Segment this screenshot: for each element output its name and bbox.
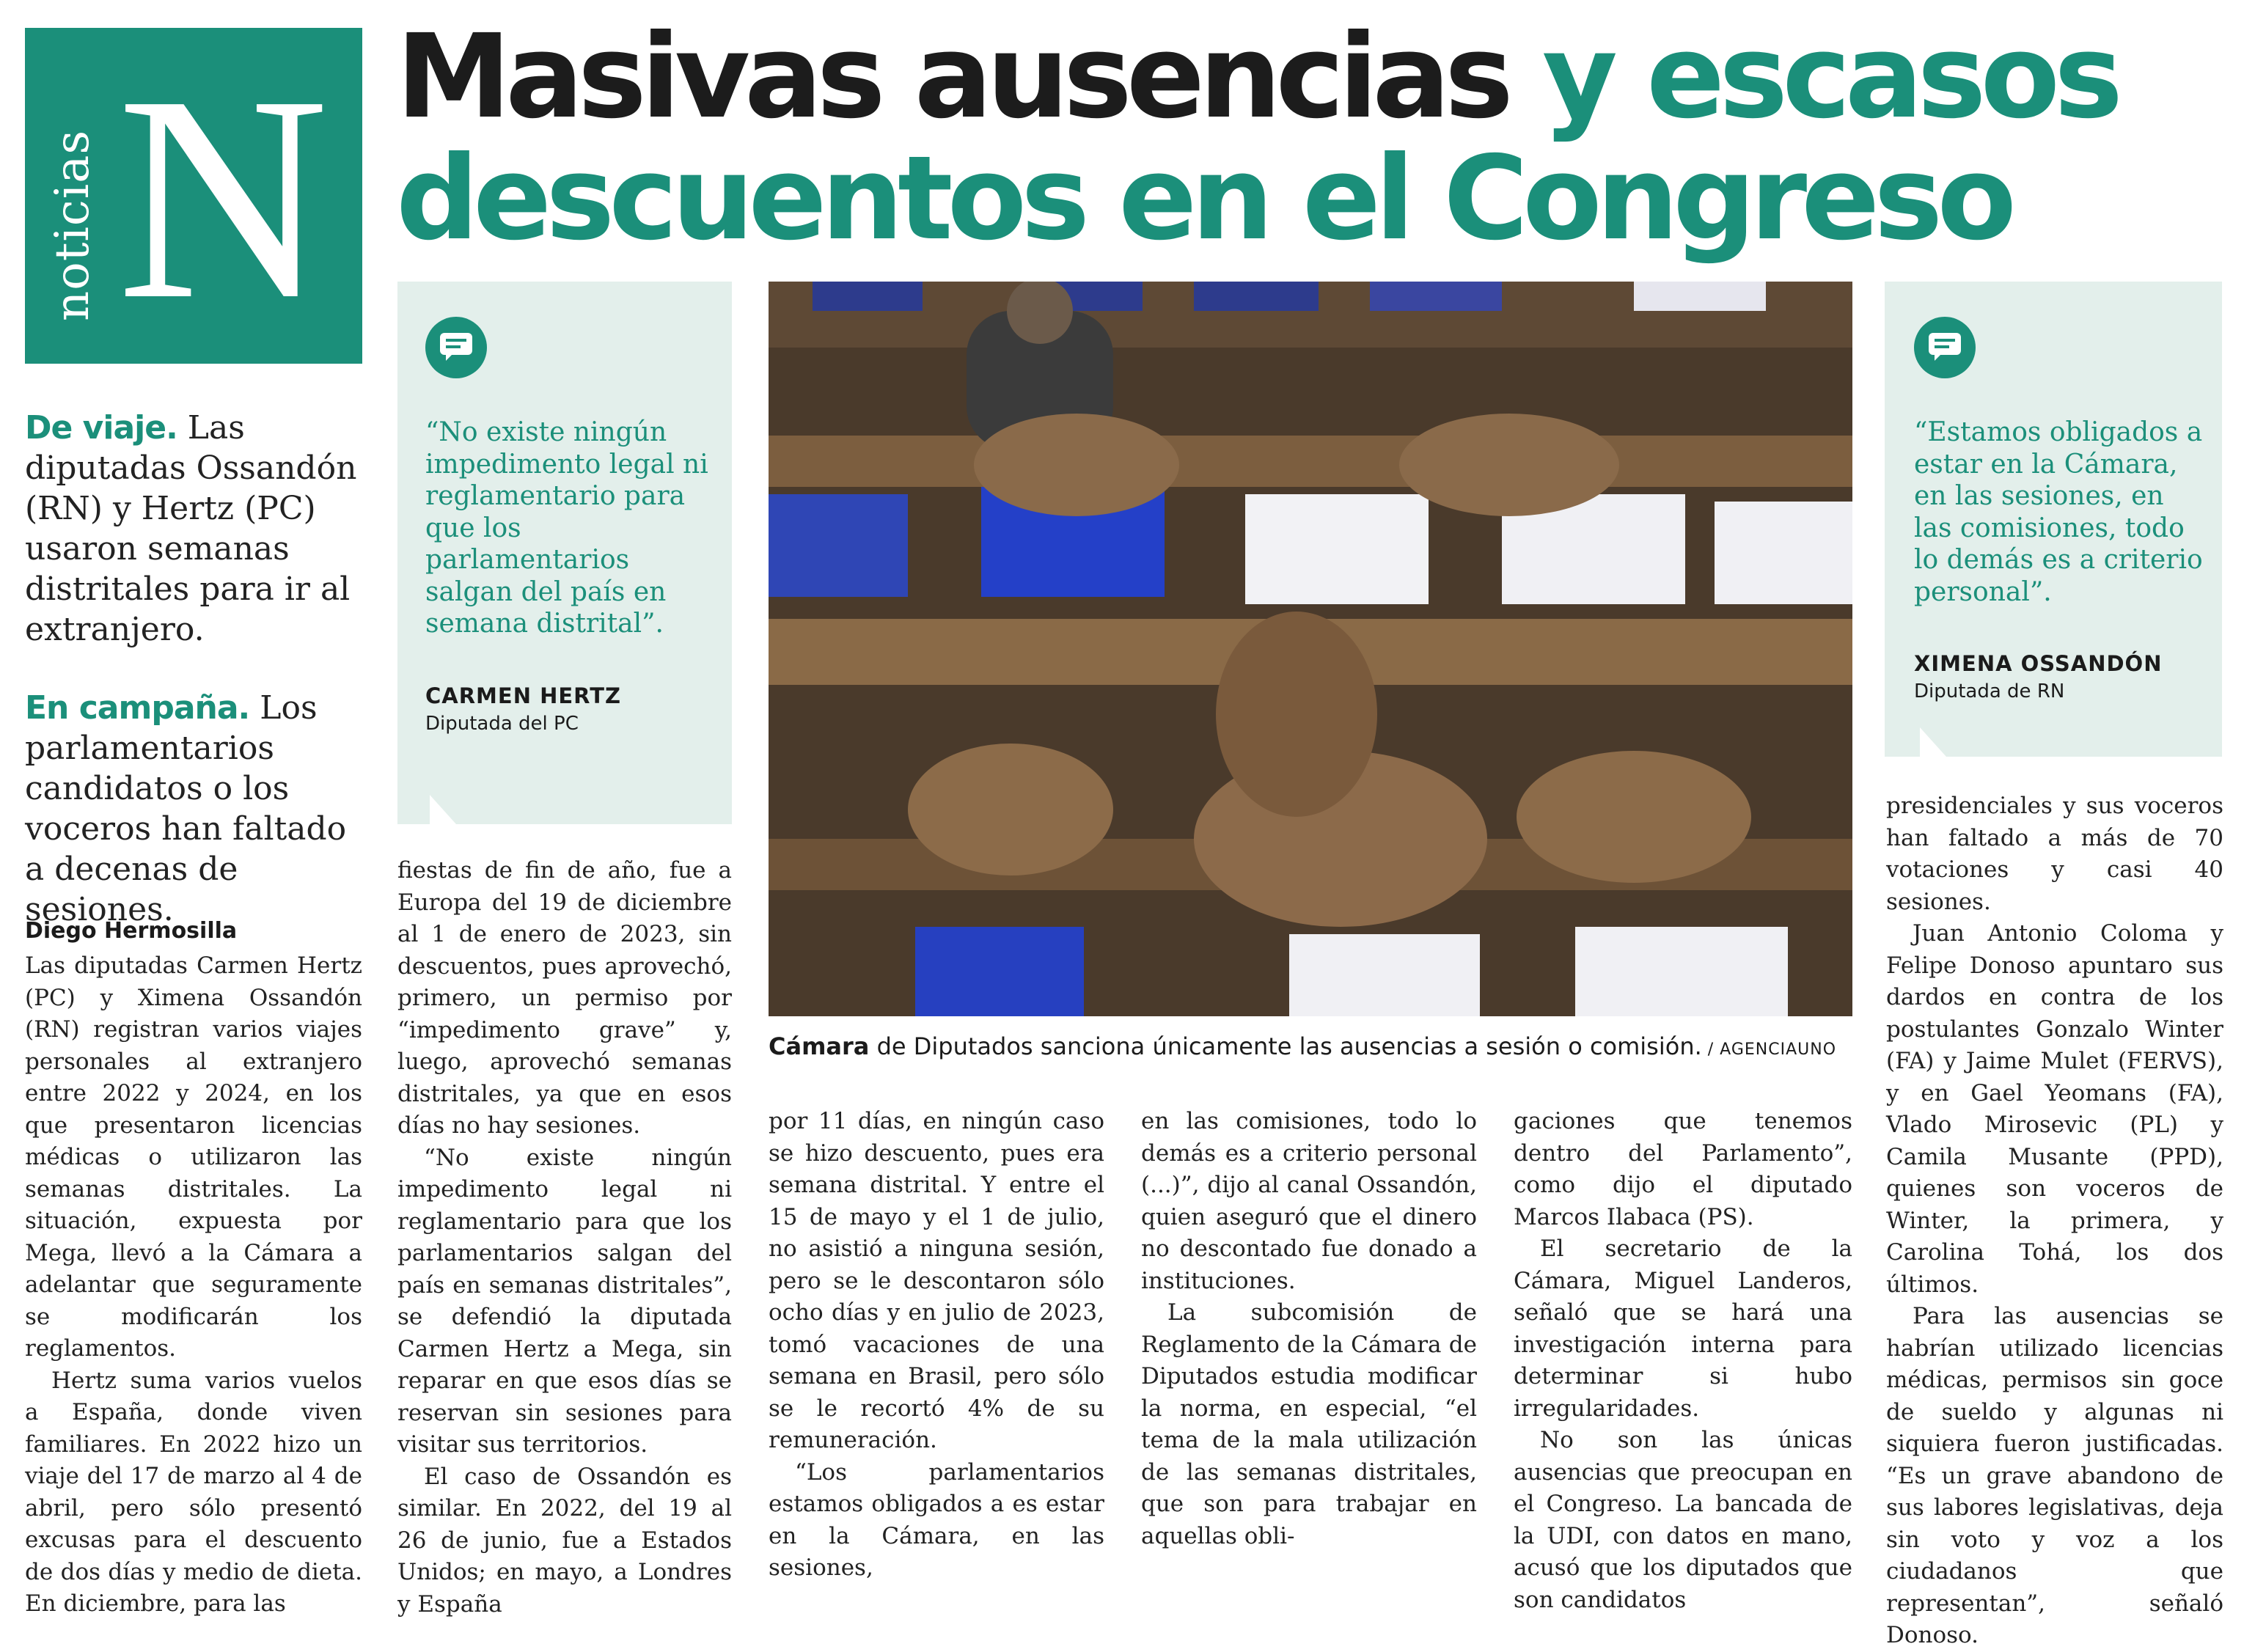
paragraph: fiestas de fin de año, fue a Europa del 19 de diciembre al 1 de enero de 2023, sin descuentos, pues aprovechó, primero, un permiso por “impedimento grave” y, luego, aprovechó semanas distritales, ya que en esos días no hay sesiones. bbox=[397, 857, 732, 1139]
paragraph: presidenciales y sus voceros han faltado a más de 70 votaciones y casi 40 sesiones. bbox=[1886, 793, 2223, 915]
speech-bubble-icon bbox=[425, 317, 487, 378]
section-logo-letter: N bbox=[117, 35, 329, 360]
quote-text: “Estamos obligados a estar en la Cámara, en las sesiones, en las comisiones, todo lo demás es a criterio personal”. bbox=[1914, 417, 2203, 607]
paragraph: Hertz suma varios vuelos a España, donde viven familiares. En 2022 hizo un viaje del 17 de marzo al 4 de abril, pero sólo presentó excusas para el descuento de dos días y medio de dieta. En diciembre, para las bbox=[25, 1367, 362, 1617]
paragraph: por 11 días, en ningún caso se hizo descuento, pues era semana distrital. Y entre el 15 de mayo y el 1 de julio, no asistió a ninguna sesión, pero se le descontaron sólo ocho días y en julio de 2023, tomó vacaciones de una semana en Brasil, pero sólo se le recortó 4% de su remuneración. bbox=[769, 1108, 1104, 1453]
headline-part-2: y escasos bbox=[1542, 10, 2118, 144]
headline-part-3: descuentos en el Congreso bbox=[396, 131, 2011, 266]
paragraph: No son las únicas ausencias que preocupan en el Congreso. La bancada de la UDI, con datos en mano, acusó que los diputados que son candidatos bbox=[1514, 1427, 1852, 1613]
paragraph: El secretario de la Cámara, Miguel Landeros, señaló que se hará una investigación interna para determinar si hubo irregularidades. bbox=[1514, 1236, 1852, 1422]
paragraph: Para las ausencias se habrían utilizado licencias médicas, permisos sin goce de sueldo y algunas ni siquiera fueron justificadas. “Es un grave abandono de sus labores legislativas, deja sin voto y voz a los ciudadanos que representan”, señaló Donoso. bbox=[1886, 1303, 2223, 1648]
paragraph: “No existe ningún impedimento legal ni reglamentario para que los parlamentarios salgan del país en semanas distritales”, se defendió la diputada Carmen Hertz a Mega, sin reparar en que esos días se reservan sin sesiones para visitar sus territorios. bbox=[397, 1144, 732, 1458]
intro-blurb-2 bbox=[25, 688, 362, 930]
paragraph: gaciones que tenemos dentro del Parlamento”, como dijo el diputado Marcos Ilabaca (PS). bbox=[1514, 1108, 1852, 1230]
article-column-5 bbox=[1514, 1106, 1852, 1616]
paragraph: El caso de Ossandón es similar. En 2022, del 19 al 26 de junio, fue a Estados Unidos; en mayo, a Londres y España bbox=[397, 1463, 732, 1618]
quote-author-role: Diputada de RN bbox=[1914, 680, 2065, 702]
quote-notch bbox=[430, 795, 456, 824]
section-masthead bbox=[25, 28, 362, 364]
paragraph: La subcomisión de Reglamento de la Cámara de Diputados estudia modificar la norma, en especial, “el tema de la mala utilización de las semanas distritales, que son para trabajar en aquellas obli- bbox=[1141, 1299, 1477, 1549]
paragraph: “Los parlamentarios estamos obligados a es estar en la Cámara, en las sesiones, bbox=[769, 1458, 1104, 1581]
quote-author-name: CARMEN HERTZ bbox=[425, 683, 622, 708]
chamber-photo bbox=[769, 282, 1852, 1016]
intro-lead: De viaje. bbox=[25, 409, 177, 447]
photo-credit: / AGENCIAUNO bbox=[1707, 1040, 1837, 1059]
quote-box-hertz bbox=[397, 282, 732, 824]
paragraph: en las comisiones, todo lo demás es a criterio personal (...)”, dijo al canal Ossandón, quien aseguró que el dinero no descontado fue donado a instituciones. bbox=[1141, 1108, 1477, 1294]
paragraph: Juan Antonio Coloma y Felipe Donoso apuntaro sus dardos en contra de los postulantes Gonzalo Winter (FA) y Jaime Mulet (FERVS), y en Gael Yeomans (FA), Vlado Mirosevic (PL) y Camila Musante (PPD), quienes son voceros de Winter, la primera, y Carolina Tohá, los dos últimos. bbox=[1886, 920, 2223, 1298]
article-column-2 bbox=[397, 855, 732, 1620]
caption-text: de Diputados sanciona únicamente las ausencias a sesión o comisión. bbox=[869, 1032, 1702, 1060]
quote-text: “No existe ningún impedimento legal ni reglamentario para que los parlamentarios salgan del país en semana distrital”. bbox=[425, 417, 708, 639]
quote-box-ossandon bbox=[1885, 282, 2222, 757]
speech-bubble-icon bbox=[1914, 317, 1976, 378]
quote-notch bbox=[1920, 727, 1946, 757]
quote-author-role: Diputada del PC bbox=[425, 713, 579, 735]
section-kicker: noticias bbox=[45, 129, 100, 321]
photo-caption bbox=[769, 1032, 1852, 1060]
byline: Diego Hermosilla bbox=[25, 918, 238, 944]
intro-blurb-1 bbox=[25, 408, 362, 650]
chamber-photo-illustration bbox=[769, 282, 1852, 1016]
page-headline bbox=[396, 10, 2222, 266]
article-column-1 bbox=[25, 950, 362, 1620]
caption-bold: Cámara bbox=[769, 1032, 870, 1060]
headline-part-1: Masivas ausencias bbox=[396, 10, 1542, 144]
intro-blurbs bbox=[25, 408, 362, 968]
intro-text: Las diputadas Ossandón (RN) y Hertz (PC) usaron semanas distritales para ir al extranjero. bbox=[25, 409, 357, 648]
article-column-4 bbox=[1141, 1106, 1477, 1552]
intro-text: Los parlamentarios candidatos o los voceros han faltado a decenas de sesiones. bbox=[25, 689, 347, 928]
article-column-6 bbox=[1886, 790, 2223, 1652]
intro-lead: En campaña. bbox=[25, 689, 250, 727]
article-column-3 bbox=[769, 1106, 1104, 1585]
quote-author-name: XIMENA OSSANDÓN bbox=[1914, 651, 2163, 676]
paragraph: Las diputadas Carmen Hertz (PC) y Ximena Ossandón (RN) registran varios viajes personales al extranjero entre 2022 y 2024, en los que presentaron licencias médicas o utilizaron las semanas distritales. La situación, expuesta por Mega, llevó a la Cámara a adelantar que seguramente se modificarán los reglamentos. bbox=[25, 952, 362, 1362]
